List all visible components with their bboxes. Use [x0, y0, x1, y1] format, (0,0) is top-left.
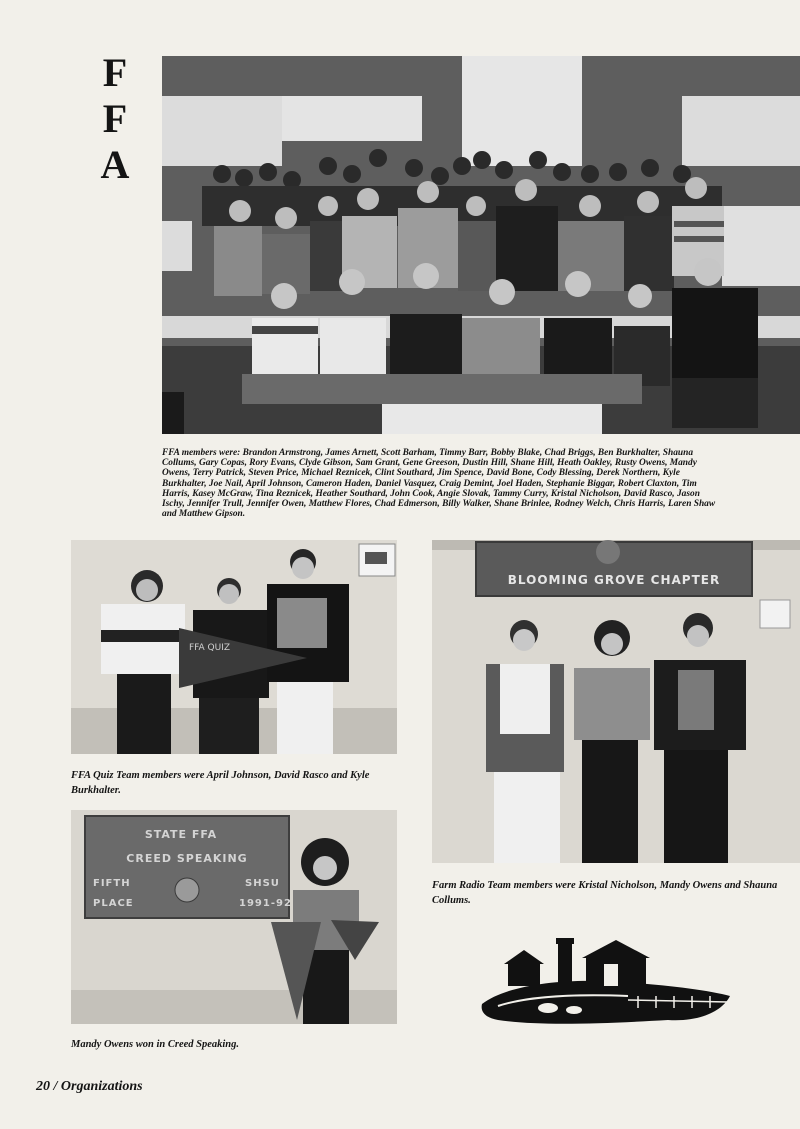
creed-banner-left1: FIFTH	[93, 878, 131, 889]
caption-line: Owens, Terry Patrick, Steven Price, Michael Reznicek, Clint Southard, Jim Spence, David Bone, Cody Blessing, Derek Northern, Kyle	[162, 468, 680, 479]
radio-team-caption: Farm Radio Team members were Kristal Nicholson, Mandy Owens and Shauna Collums.	[432, 880, 778, 906]
creed-speaking-caption: Mandy Owens won in Creed Speaking.	[71, 1039, 240, 1050]
creed-banner-line2: CREED SPEAKING	[126, 852, 248, 865]
title-letter: F	[102, 96, 128, 141]
barn-icon	[478, 934, 732, 1026]
page-footer: 20 / Organizations	[36, 1079, 143, 1094]
group-photo-illustration	[162, 56, 800, 434]
caption-line: Harris, Kasey McGraw, Tina Reznicek, Heather Southard, John Cook, Angie Slovak, Tammy Curry, Kristal Nicholson, David Rasco, Jason	[162, 488, 700, 499]
caption-line: and Matthew Gipson.	[162, 509, 246, 520]
radio-team-photo	[432, 540, 800, 863]
creed-banner-line1: STATE FFA	[144, 828, 218, 841]
pennant-text: FFA QUIZ	[189, 643, 231, 653]
page-title	[90, 50, 140, 188]
creed-banner-right2: 1991-92	[239, 898, 292, 909]
title-letter: F	[102, 50, 128, 95]
creed-speaking-illustration	[71, 810, 397, 1024]
chapter-banner-text: BLOOMING GROVE CHAPTER	[507, 573, 721, 587]
farm-barn-illustration	[478, 934, 732, 1026]
quiz-team-photo	[71, 540, 397, 754]
creed-banner-right1: SHSU	[245, 878, 280, 889]
group-photo	[162, 56, 800, 434]
caption-line: Ischy, Jennifer Trull, Jennifer Owen, Matthew Flores, Chad Edmerson, Billy Walker, Shane Brinlee, Rodney Welch, Chris Harris, Laren Shaw	[162, 499, 716, 510]
quiz-team-illustration	[71, 540, 397, 754]
caption-line: FFA members were: Brandon Armstrong, James Arnett, Scott Barham, Timmy Barr, Bobby Blake, Chad Briggs, Ben Burkhalter, Shauna	[162, 448, 694, 458]
group-photo-caption	[162, 448, 800, 519]
title-letter: A	[100, 142, 130, 187]
quiz-team-caption: FFA Quiz Team members were April Johnson, David Rasco and Kyle Burkhalter.	[71, 770, 370, 796]
creed-speaking-photo	[71, 810, 397, 1024]
creed-banner-left2: PLACE	[93, 898, 134, 909]
caption-line: Burkhalter, Joe Nail, April Johnson, Cameron Haden, Daniel Vasquez, Craig Demint, Joel Haden, Stephanie Biggar, Robert Claxton, Tim	[162, 478, 697, 489]
radio-team-illustration	[432, 540, 800, 863]
ffa-emblem-icon	[175, 878, 199, 902]
caption-line: Collums, Gary Copas, Rory Evans, Clyde Gibson, Sam Grant, Gene Greeson, Dustin Hill, Shane Hill, Heath Oakley, Rusty Owens, Mandy	[162, 458, 697, 469]
